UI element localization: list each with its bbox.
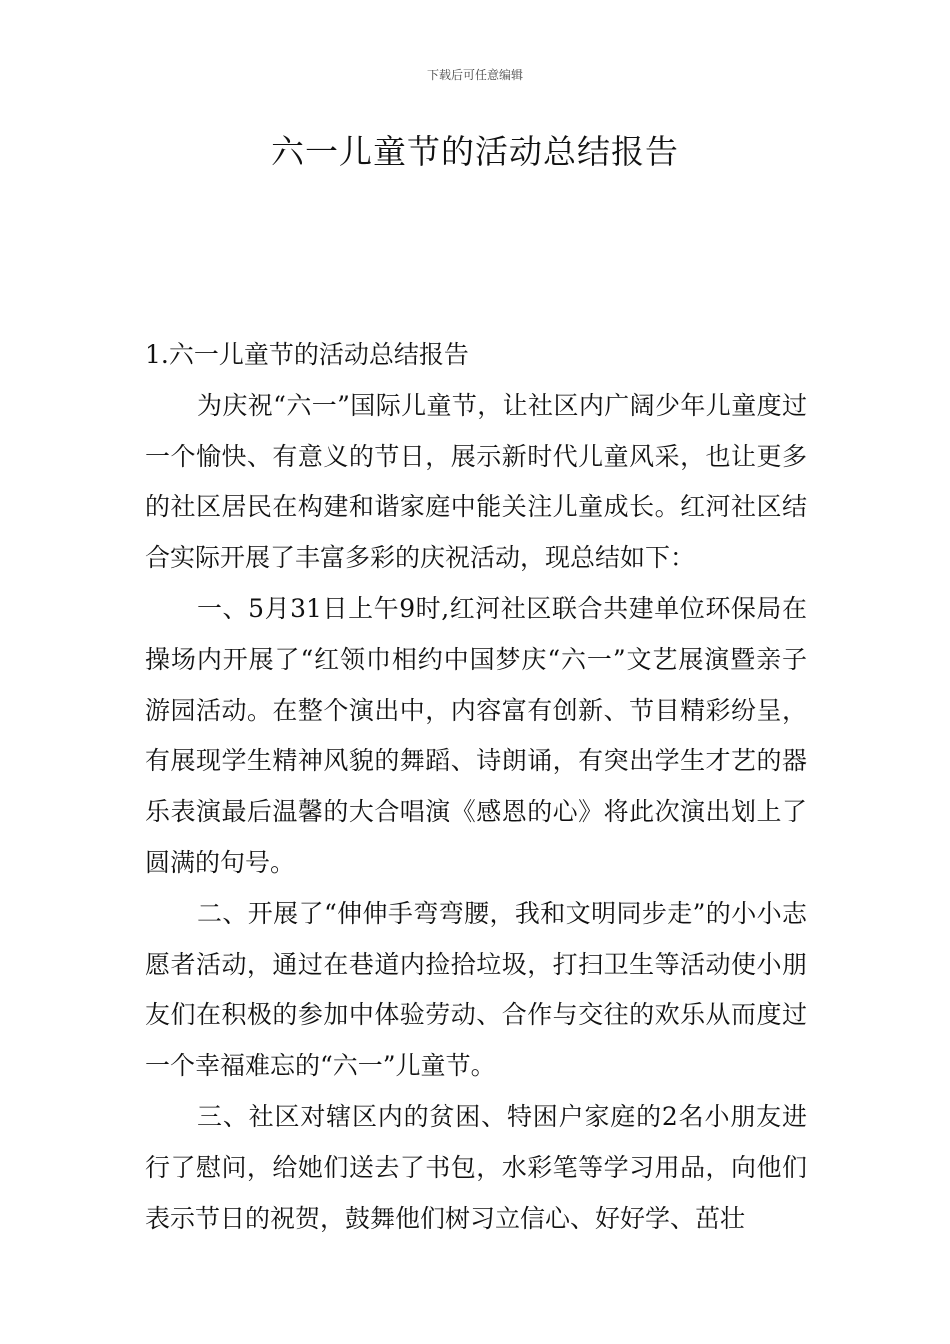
paragraph-item-3: 三、社区对辖区内的贫困、特困户家庭的2名小朋友进行了慰问，给她们送去了书包，水彩笔等学习用品，向他们表示节日的祝贺，鼓舞他们树习立信心、好好学、茁壮 xyxy=(145,1101,807,1233)
paragraph-intro: 为庆祝“六一”国际儿童节，让社区内广阔少年儿童度过一个愉快、有意义的节日，展示新时代儿童风采，也让更多的社区居民在构建和谐家庭中能关注儿童成长。红河社区结合实际开展了丰富多彩的庆祝活动，现总结如下： xyxy=(145,390,807,573)
document-body xyxy=(145,330,807,1244)
section-heading: 1.六一儿童节的活动总结报告 xyxy=(145,340,469,369)
document-title: 六一儿童节的活动总结报告 xyxy=(271,132,679,171)
header-note: 下载后可任意编辑 xyxy=(426,68,523,82)
paragraph-item-1: 一、5月31日上午9时,红河社区联合共建单位环保局在操场内开展了“红领巾相约中国梦庆“六一”文艺展演暨亲子游园活动。在整个演出中，内容富有创新、节目精彩纷呈，有展现学生精神风貌的舞蹈、诗朗诵，有突出学生才艺的器乐表演最后温馨的大合唱演《感恩的心》将此次演出划上了圆满的句号。 xyxy=(145,593,807,877)
paragraph-item-2: 二、开展了“伸伸手弯弯腰，我和文明同步走”的小小志愿者活动，通过在巷道内捡拾垃圾，打扫卫生等活动使小朋友们在积极的参加中体验劳动、合作与交往的欢乐从而度过一个幸福难忘的“六一”儿童节。 xyxy=(145,898,807,1081)
